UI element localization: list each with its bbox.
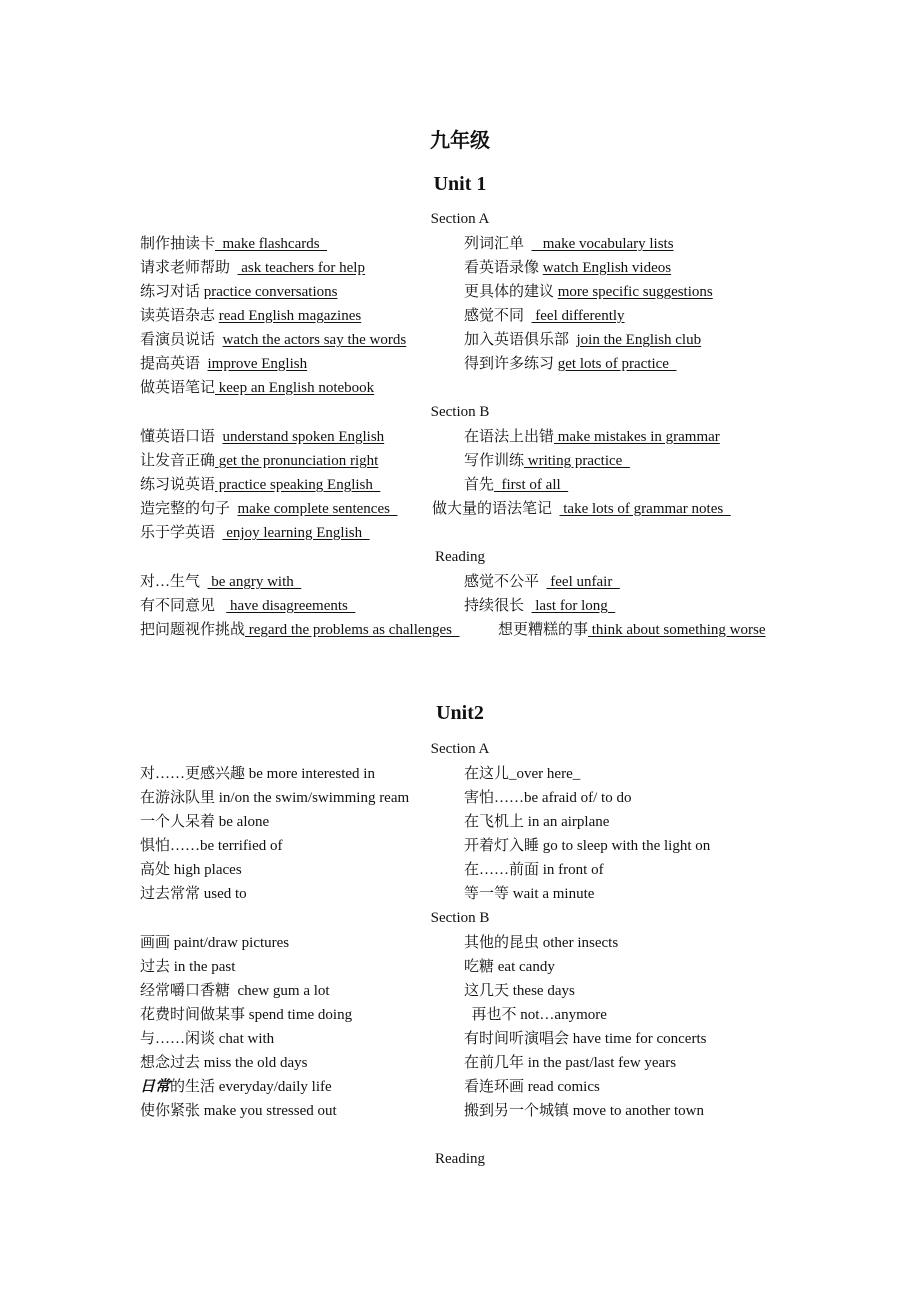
english-phrase: be afraid of/ to do (524, 790, 632, 806)
vocab-entry (140, 355, 307, 373)
english-phrase: make flashcards (215, 236, 328, 252)
vocab-entry (464, 885, 594, 903)
vocab-entry (140, 331, 406, 349)
chinese-term: 感觉不公平 (464, 574, 547, 590)
vocab-entry (140, 813, 269, 831)
vocab-entry (140, 1102, 337, 1120)
english-phrase: in the past/last few years (527, 1055, 677, 1071)
chinese-term: 练习说英语 (140, 477, 216, 493)
english-phrase: everyday/daily life (218, 1079, 332, 1095)
english-phrase: these days (512, 983, 575, 999)
english-phrase: be angry with (207, 574, 302, 590)
chinese-term: 练习对话 (140, 284, 204, 300)
chinese-term: 想更糟糕的事 (498, 622, 589, 638)
vocab-entry (464, 958, 555, 976)
vocab-entry (464, 452, 630, 470)
chinese-term: 在这儿 (464, 766, 510, 782)
chinese-term: 得到许多练习 (464, 356, 558, 372)
chinese-term: 读英语杂志 (140, 308, 219, 324)
english-phrase: read English magazines (218, 308, 362, 324)
chinese-term: 看演员说话 (140, 332, 223, 348)
english-phrase: improve English (207, 356, 308, 372)
vocab-entry (140, 1054, 308, 1072)
chinese-term: 高处 (140, 862, 174, 878)
english-phrase: chew gum a lot (237, 983, 330, 999)
section-heading: Section A (430, 211, 490, 227)
vocab-entry (140, 621, 460, 639)
vocab-entry (140, 837, 282, 855)
chinese-term: 在……前面 (464, 862, 543, 878)
chinese-term: 在前几年 (464, 1055, 528, 1071)
chinese-term: 加入英语俱乐部 (464, 332, 577, 348)
vocab-entry (140, 982, 330, 1000)
chinese-term: 经常嚼口香糖 (140, 983, 238, 999)
english-phrase: watch the actors say the words (222, 332, 407, 348)
english-phrase: feel differently (531, 308, 625, 324)
vocab-entry (140, 789, 409, 807)
vocab-entry (140, 934, 289, 952)
chinese-term: 对…生气 (140, 574, 208, 590)
english-phrase: other insects (542, 935, 619, 951)
english-phrase: get the pronunciation right (215, 453, 379, 469)
english-phrase: make mistakes in grammar (554, 429, 720, 445)
chinese-term: 有不同意见 (140, 598, 227, 614)
english-phrase: move to another town (572, 1103, 704, 1119)
chinese-term: 感觉不同 (464, 308, 532, 324)
vocab-entry (140, 861, 242, 879)
vocab-entry (464, 765, 580, 783)
vocab-entry (464, 837, 710, 855)
vocab-entry (140, 1078, 332, 1096)
english-phrase: make you stressed out (203, 1103, 337, 1119)
chinese-term: 一个人呆着 (140, 814, 219, 830)
chinese-term: 搬到另一个城镇 (464, 1103, 573, 1119)
english-phrase: chat with (218, 1031, 275, 1047)
english-phrase: used to (203, 886, 247, 902)
vocab-entry (464, 789, 631, 807)
english-phrase: eat candy (497, 959, 555, 975)
vocab-entry (464, 1078, 600, 1096)
chinese-term: 使你紧张 (140, 1103, 204, 1119)
chinese-term: 有时间听演唱会 (464, 1031, 573, 1047)
vocab-entry (140, 307, 361, 325)
section-heading: Section A (430, 741, 490, 757)
english-phrase: be more interested in (248, 766, 375, 782)
chinese-term: 等一等 (464, 886, 513, 902)
vocab-entry (464, 597, 615, 615)
vocab-entry (464, 355, 676, 373)
chinese-term: 这几天 (464, 983, 513, 999)
chinese-term: 更具体的建议 (464, 284, 558, 300)
english-phrase: enjoy learning English (222, 525, 370, 541)
vocab-entry (140, 476, 380, 494)
vocab-entry (140, 379, 374, 397)
chinese-term: 提高英语 (140, 356, 208, 372)
english-phrase: watch English videos (542, 260, 672, 276)
vocab-entry (464, 259, 671, 277)
chinese-term: 看英语录像 (464, 260, 543, 276)
chinese-term: 画画 (140, 935, 174, 951)
chinese-term: 持续很长 (464, 598, 532, 614)
chinese-term: 看连环画 (464, 1079, 528, 1095)
chinese-term: 让发音正确 (140, 453, 216, 469)
chinese-term: 开着灯入睡 (464, 838, 543, 854)
chinese-term: 首先 (464, 477, 495, 493)
english-phrase: _over here_ (509, 766, 581, 782)
english-phrase: think about something worse (588, 622, 766, 638)
english-phrase: make complete sentences (237, 501, 398, 517)
vocab-entry (464, 428, 720, 446)
unit-title: Unit 1 (433, 173, 487, 195)
english-phrase: in/on the swim/swimming ream (218, 790, 410, 806)
english-phrase: keep an English notebook (215, 380, 375, 396)
vocab-entry (464, 331, 701, 349)
english-phrase: wait a minute (512, 886, 595, 902)
english-phrase: have time for concerts (572, 1031, 707, 1047)
english-phrase: make vocabulary lists (531, 236, 674, 252)
section-heading: Section B (430, 404, 490, 420)
chinese-term: 的生活 (170, 1079, 219, 1095)
chinese-term: 吃糖 (464, 959, 498, 975)
english-phrase: miss the old days (203, 1055, 308, 1071)
english-phrase: ask teachers for help (237, 260, 365, 276)
unit-title: Unit2 (436, 702, 484, 724)
english-phrase: writing practice (524, 453, 630, 469)
english-phrase: be terrified of (200, 838, 283, 854)
vocab-entry (464, 1006, 607, 1024)
grade-title: 九年级 (430, 130, 490, 152)
chinese-term: 做英语笔记 (140, 380, 216, 396)
english-phrase: have disagreements (226, 598, 356, 614)
vocab-entry (464, 283, 713, 301)
vocab-entry (464, 934, 618, 952)
english-phrase: go to sleep with the light on (542, 838, 711, 854)
chinese-term: 过去常常 (140, 886, 204, 902)
english-phrase: practice conversations (203, 284, 338, 300)
chinese-term: 在游泳队里 (140, 790, 219, 806)
vocab-entry (140, 1030, 274, 1048)
vocab-entry (464, 476, 568, 494)
chinese-term: 写作训练 (464, 453, 525, 469)
chinese-term: 过去 (140, 959, 174, 975)
vocab-entry (140, 452, 378, 470)
vocab-entry (464, 573, 620, 591)
vocab-entry (140, 885, 247, 903)
chinese-term: 做大量的语法笔记 (432, 501, 560, 517)
chinese-term: 惧怕…… (140, 838, 201, 854)
section-heading: Reading (435, 549, 485, 565)
chinese-term: 乐于学英语 (140, 525, 223, 541)
vocab-entry (140, 283, 337, 301)
chinese-term: 其他的昆虫 (464, 935, 543, 951)
chinese-term: 列词汇单 (464, 236, 532, 252)
section-heading: Section B (430, 910, 490, 926)
chinese-term: 懂英语口语 (140, 429, 223, 445)
vocab-entry (464, 307, 625, 325)
chinese-term: 对……更感兴趣 (140, 766, 249, 782)
vocab-entry (464, 982, 575, 1000)
chinese-term: 花费时间做某事 (140, 1007, 249, 1023)
english-phrase: not…anymore (520, 1007, 607, 1023)
chinese-term: 在飞机上 (464, 814, 528, 830)
english-phrase: take lots of grammar notes (559, 501, 731, 517)
vocab-entry (140, 235, 327, 253)
english-phrase: join the English club (576, 332, 702, 348)
vocab-entry (464, 235, 674, 253)
english-phrase: feel unfair (546, 574, 620, 590)
vocab-entry (464, 1030, 706, 1048)
vocab-entry (140, 428, 384, 446)
vocab-entry (140, 500, 397, 518)
english-phrase: last for long (531, 598, 616, 614)
vocab-entry (140, 597, 355, 615)
english-phrase: first of all (494, 477, 569, 493)
english-phrase: paint/draw pictures (173, 935, 290, 951)
english-phrase: high places (173, 862, 242, 878)
english-phrase: in an airplane (527, 814, 610, 830)
english-phrase: more specific suggestions (557, 284, 713, 300)
vocab-entry (140, 524, 370, 542)
vocab-entry (464, 1054, 676, 1072)
chinese-term: 想念过去 (140, 1055, 204, 1071)
vocab-entry (464, 1102, 704, 1120)
chinese-term: 在语法上出错 (464, 429, 555, 445)
chinese-term: 把问题视作挑战 (140, 622, 246, 638)
english-phrase: be alone (218, 814, 270, 830)
english-phrase: understand spoken English (222, 429, 385, 445)
chinese-term: 害怕…… (464, 790, 525, 806)
english-phrase: spend time doing (248, 1007, 353, 1023)
english-phrase: regard the problems as challenges (245, 622, 460, 638)
chinese-term: 请求老师帮助 (140, 260, 238, 276)
vocab-entry (140, 573, 301, 591)
vocab-entry (140, 765, 375, 783)
chinese-term: 再也不 (464, 1007, 521, 1023)
chinese-term: 造完整的句子 (140, 501, 238, 517)
english-phrase: in the past (173, 959, 236, 975)
vocab-entry (140, 958, 235, 976)
english-phrase: in front of (542, 862, 604, 878)
vocab-entry (498, 621, 766, 639)
vocab-entry (140, 1006, 352, 1024)
vocab-entry (464, 861, 604, 879)
chinese-term: 与……闲谈 (140, 1031, 219, 1047)
english-phrase: get lots of practice (557, 356, 677, 372)
english-phrase: practice speaking English (215, 477, 381, 493)
vocab-entry (432, 500, 731, 518)
vocab-entry (464, 813, 609, 831)
chinese-term-emphasis: 日常 (140, 1079, 171, 1095)
vocab-entry (140, 259, 365, 277)
chinese-term: 制作抽读卡 (140, 236, 216, 252)
english-phrase: read comics (527, 1079, 600, 1095)
section-heading: Reading (435, 1151, 485, 1167)
